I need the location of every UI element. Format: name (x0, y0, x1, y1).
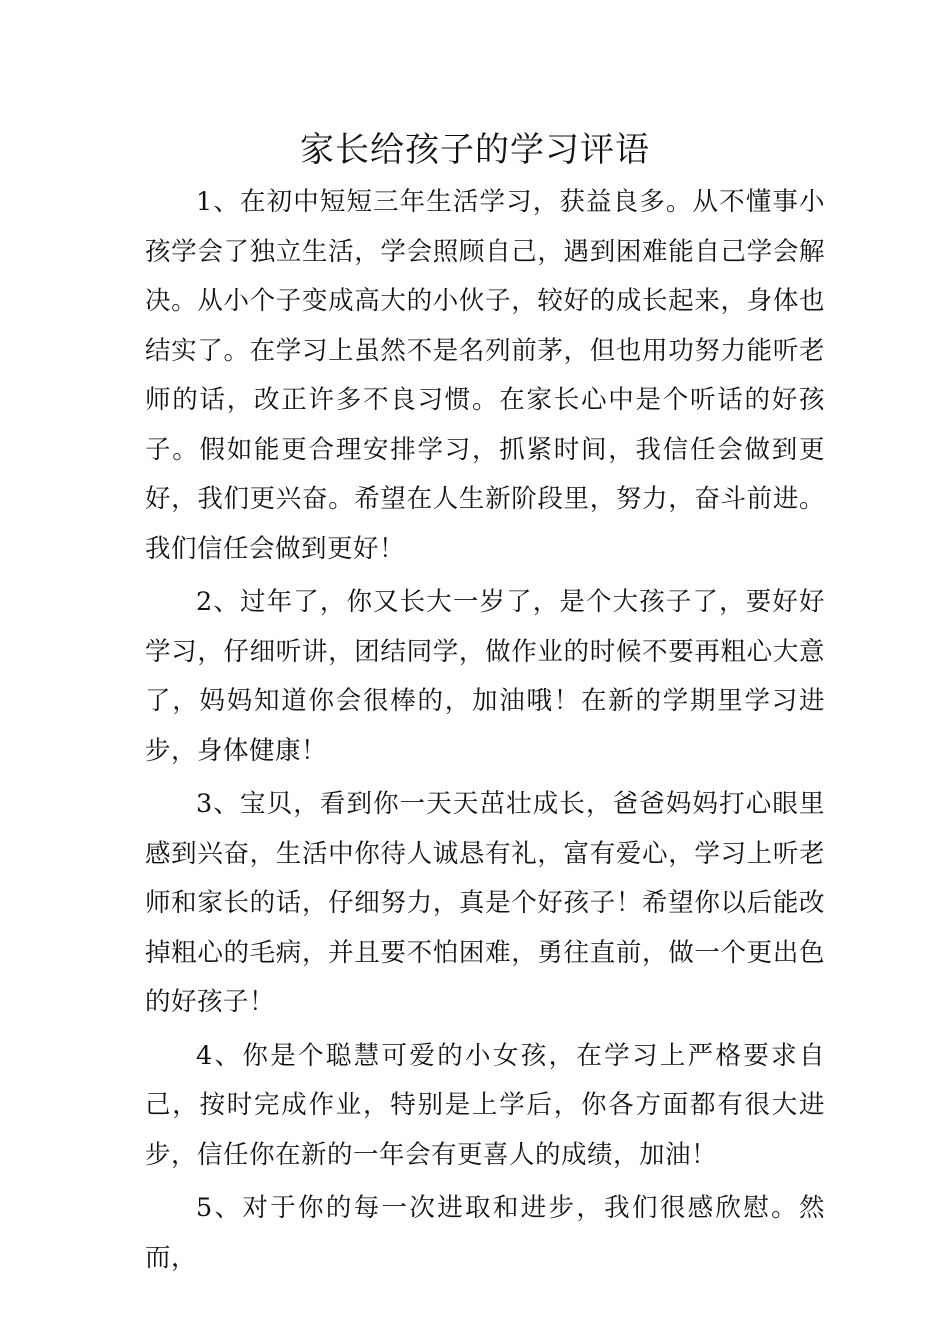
page-title: 家长给孩子的学习评语 (300, 130, 650, 170)
paragraph-2: 2、过年了，你又长大一岁了，是个大孩子了，要好好学习，仔细听讲，团结同学，做作业的时候不要再粗心大意了，妈妈知道你会很棒的，加油哦！在新的学期里学习进步，身体健康！ (145, 587, 825, 766)
paragraph-5: 5、对于你的每一次进取和进步，我们很感欣慰。然而， (145, 1193, 825, 1273)
paragraph-1: 1、在初中短短三年生活学习，获益良多。从不懂事小孩学会了独立生活，学会照顾自己，遇到困难能自己学会解决。从小个子变成高大的小伙子，较好的成长起来，身体也结实了。在学习上虽然不是名列前茅，但也用功努力能听老师的话，改正许多不良习惯。在家长心中是个听话的好孩子。假如能更合理安排学习，抓紧时间，我信任会做到更好，我们更兴奋。希望在人生新阶段里，努力，奋斗前进。我们信任会做到更好！ (145, 187, 825, 564)
document-body (145, 178, 825, 1287)
paragraph-3: 3、宝贝，看到你一天天茁壮成长，爸爸妈妈打心眼里感到兴奋，生活中你待人诚恳有礼，富有爱心，学习上听老师和家长的话，仔细努力，真是个好孩子！希望你以后能改掉粗心的毛病，并且要不怕困难，勇往直前，做一个更出色的好孩子！ (145, 789, 825, 1017)
paragraph-4: 4、你是个聪慧可爱的小女孩，在学习上严格要求自己，按时完成作业，特别是上学后，你各方面都有很大进步，信任你在新的一年会有更喜人的成绩，加油！ (145, 1040, 825, 1170)
